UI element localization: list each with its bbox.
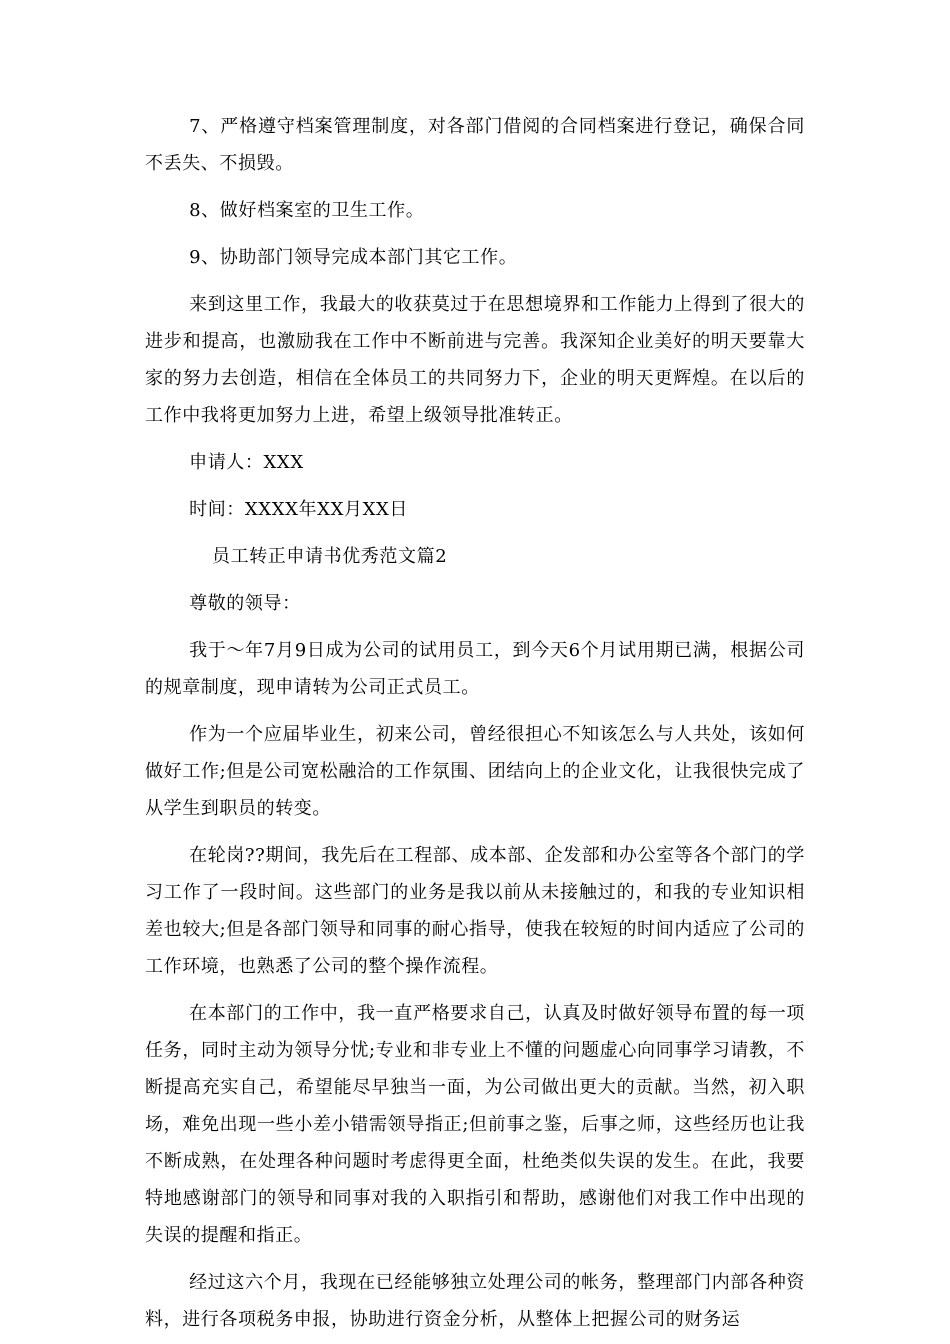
applicant-line: 申请人：XXX (189, 452, 304, 473)
paragraph-department-work: 在本部门的工作中，我一直严格要求自己，认真及时做好领导布置的每一项任务，同时主动为领导分忧;专业和非专业上不懂的问题虚心向同事学习请教，不断提高充实自己，希望能尽早独当一面，为公司做出更大的贡献。当然，初入职场，难免出现一些小差小错需领导指正;但前事之鉴，后事之师，这些经历也让我不断成熟，在处理各种问题时考虑得更全面，杜绝类似失误的发生。在此，我要特地感谢部门的领导和同事对我的入职指引和帮助，感谢他们对我工作中出现的失误的提醒和指正。 (145, 1003, 805, 1246)
section-title: 员工转正申请书优秀范文篇2 (212, 546, 448, 567)
paragraph-six-months: 经过这六个月，我现在已经能够独立处理公司的帐务，整理部门内部各种资料，进行各项税务申报，协助进行资金分析，从整体上把握公司的财务运 (145, 1272, 805, 1330)
paragraph-graduate: 作为一个应届毕业生，初来公司，曾经很担心不知该怎么与人共处，该如何做好工作;但是公司宽松融洽的工作氛围、团结向上的企业文化，让我很快完成了从学生到职员的转变。 (145, 724, 805, 819)
paragraph-item-9: 9、协助部门领导完成本部门其它工作。 (189, 247, 518, 268)
salutation: 尊敬的领导： (189, 593, 301, 614)
paragraph-summary: 来到这里工作，我最大的收获莫过于在思想境界和工作能力上得到了很大的进步和提高，也激励我在工作中不断前进与完善。我深知企业美好的明天要靠大家的努力去创造，相信在全体员工的共同努力下，企业的明天更辉煌。在以后的工作中我将更加努力上进，希望上级领导批准转正。 (145, 294, 805, 426)
paragraph-rotation: 在轮岗??期间，我先后在工程部、成本部、企发部和办公室等各个部门的学习工作了一段时间。这些部门的业务是我以前从未接触过的，和我的专业知识相差也较大;但是各部门领导和同事的耐心指导，使我在较短的时间内适应了公司的工作环境，也熟悉了公司的整个操作流程。 (145, 845, 805, 977)
paragraph-item-7: 7、严格遵守档案管理制度，对各部门借阅的合同档案进行登记，确保合同不丢失、不损毁。 (145, 116, 805, 174)
date-line: 时间：XXXX年XX月XX日 (189, 499, 409, 520)
document-body (145, 108, 805, 1338)
paragraph-intro: 我于～年7月9日成为公司的试用员工，到今天6个月试用期已满，根据公司的规章制度，现申请转为公司正式员工。 (145, 640, 805, 698)
paragraph-item-8: 8、做好档案室的卫生工作。 (189, 200, 425, 221)
